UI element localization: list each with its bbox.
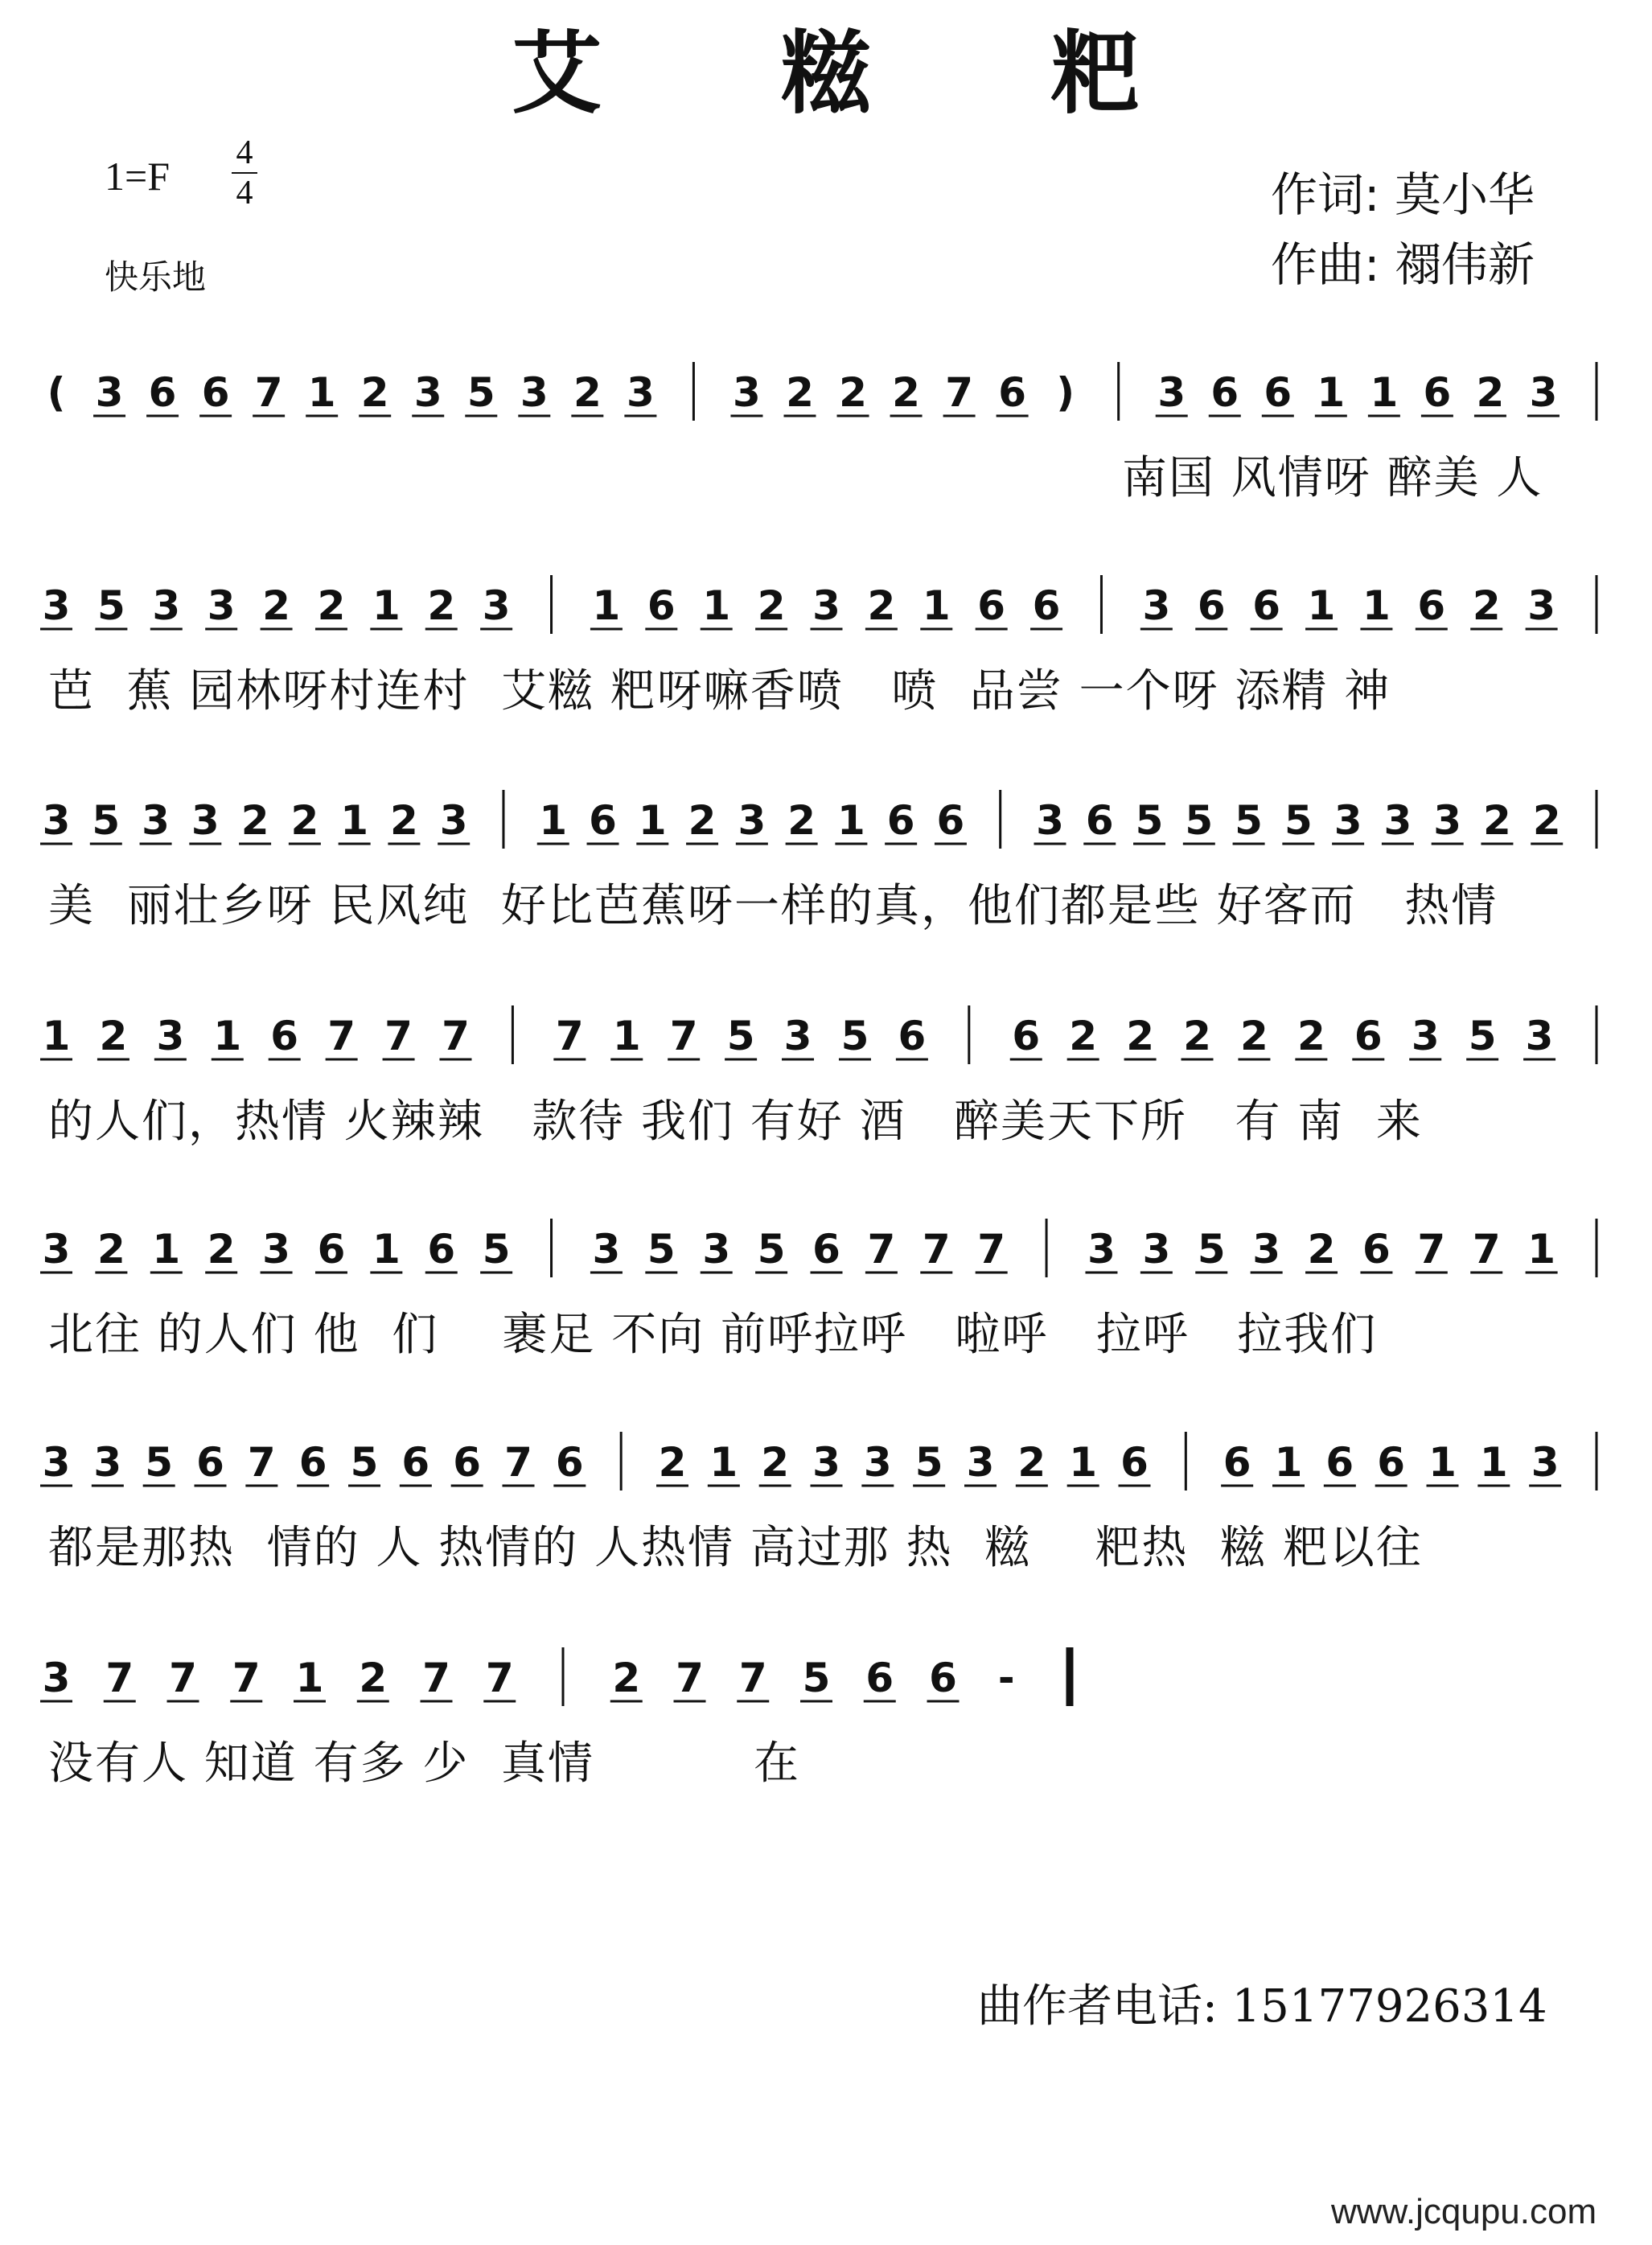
note: 2: [839, 369, 867, 416]
note: 7: [1472, 1226, 1501, 1273]
note: 3: [207, 582, 236, 629]
note: 2: [757, 582, 786, 629]
note: 1: [372, 1226, 401, 1273]
note: 2: [1240, 1013, 1268, 1059]
lyric-line-6: 都是那热 情的 人 热情的 人热情 高过那 热 糍 粑热 糍 粑以往: [48, 1522, 1423, 1574]
note: 1: [1069, 1439, 1098, 1486]
note: 5: [145, 1439, 174, 1486]
note: 1: [836, 797, 865, 844]
note: 1: [1307, 582, 1336, 629]
note: 1: [702, 582, 731, 629]
note: 7: [422, 1655, 450, 1701]
note: 6: [317, 1226, 346, 1273]
note: 6: [977, 582, 1006, 629]
note: 3: [42, 1439, 71, 1486]
notation-symbol: (: [47, 369, 66, 416]
note: 2: [207, 1226, 236, 1273]
note: 6: [270, 1013, 299, 1059]
note: 1: [42, 1013, 71, 1059]
lyric-line-5: 北往 的人们 他 们 裹足 不向 前呼拉呼 啦呼 拉呼 拉我们: [48, 1309, 1378, 1361]
note: 3: [1529, 369, 1558, 416]
note: 6: [998, 369, 1027, 416]
note: 3: [413, 369, 442, 416]
note: 3: [783, 1013, 812, 1059]
note: 3: [42, 1226, 71, 1273]
note: 2: [1472, 582, 1501, 629]
note: 2: [97, 1226, 125, 1273]
note: 2: [290, 797, 319, 844]
note: 2: [612, 1655, 641, 1701]
note: 6: [555, 1439, 584, 1486]
note: 2: [787, 797, 816, 844]
website-watermark: www.jcqupu.com: [1331, 2192, 1597, 2231]
note: 3: [152, 582, 181, 629]
note: 5: [647, 1226, 676, 1273]
note: 3: [1036, 797, 1064, 844]
note: 2: [573, 369, 602, 416]
notation-symbol: -: [997, 1655, 1015, 1701]
note: 6: [201, 369, 230, 416]
note: 3: [520, 369, 549, 416]
note: 6: [1252, 582, 1281, 629]
note: 1: [612, 1013, 641, 1059]
note: 6: [936, 797, 965, 844]
note: 5: [97, 582, 125, 629]
note: 5: [757, 1226, 786, 1273]
note: 2: [688, 797, 717, 844]
note: 2: [1069, 1013, 1098, 1059]
note: 2: [1476, 369, 1505, 416]
note: 6: [1362, 1226, 1391, 1273]
note: 3: [1433, 797, 1462, 844]
note: 7: [738, 1655, 767, 1701]
note: 6: [1085, 797, 1114, 844]
note: 3: [1411, 1013, 1440, 1059]
note: 7: [867, 1226, 896, 1273]
note: 6: [148, 369, 177, 416]
note: 2: [317, 582, 346, 629]
note: 5: [914, 1439, 943, 1486]
note: 1: [340, 797, 369, 844]
note: 2: [240, 797, 269, 844]
note: 1: [1428, 1439, 1457, 1486]
note: 5: [482, 1226, 511, 1273]
note: 2: [658, 1439, 687, 1486]
note: 2: [359, 1655, 388, 1701]
note: 3: [95, 369, 124, 416]
lyric-line-7: 没有人 知道 有多 少 真情 在: [48, 1737, 801, 1790]
note: 7: [669, 1013, 698, 1059]
song-title: 艾 糍 粑: [512, 22, 1214, 126]
note: 6: [298, 1439, 327, 1486]
note: 3: [1157, 369, 1186, 416]
note: 5: [1235, 797, 1263, 844]
note: 1: [922, 582, 951, 629]
note: 5: [1135, 797, 1164, 844]
note: 3: [1383, 797, 1412, 844]
note: 7: [504, 1439, 532, 1486]
note: 5: [840, 1013, 869, 1059]
note: 1: [1362, 582, 1391, 629]
note: 2: [786, 369, 814, 416]
note: 3: [1527, 582, 1556, 629]
note: 3: [1087, 1226, 1116, 1273]
note: 6: [1210, 369, 1239, 416]
note: 3: [156, 1013, 185, 1059]
note: 6: [453, 1439, 482, 1486]
note: 3: [738, 797, 766, 844]
note: 1: [539, 797, 568, 844]
note: 6: [886, 797, 915, 844]
note: 1: [1274, 1439, 1303, 1486]
note: 3: [142, 797, 170, 844]
note: 5: [466, 369, 495, 416]
note: 7: [247, 1439, 276, 1486]
note: 3: [93, 1439, 122, 1486]
note: 5: [802, 1655, 831, 1701]
note: 3: [1525, 1013, 1554, 1059]
note: 6: [1377, 1439, 1406, 1486]
note: 2: [262, 582, 290, 629]
note: 7: [1417, 1226, 1446, 1273]
note: 5: [1468, 1013, 1497, 1059]
note: 3: [1334, 797, 1362, 844]
note: 2: [1483, 797, 1511, 844]
note: 3: [966, 1439, 995, 1486]
note: 6: [401, 1439, 430, 1486]
note: 3: [42, 1655, 71, 1701]
note: 1: [152, 1226, 181, 1273]
note: 3: [812, 582, 840, 629]
note: 6: [196, 1439, 224, 1486]
note: 2: [427, 582, 456, 629]
note: 3: [42, 797, 71, 844]
note: 5: [1197, 1226, 1226, 1273]
note: 5: [350, 1439, 379, 1486]
note: 1: [709, 1439, 738, 1486]
lyric-line-4: 的人们，热情 火辣辣 款待 我们 有好 酒 醉美天下所 有 南 来: [48, 1096, 1423, 1148]
note: 6: [1264, 369, 1292, 416]
note: 2: [867, 582, 896, 629]
note: 6: [865, 1655, 894, 1701]
note: 7: [442, 1013, 470, 1059]
note: 6: [647, 582, 676, 629]
note: 2: [99, 1013, 128, 1059]
note: 3: [592, 1226, 621, 1273]
note: 6: [1120, 1439, 1149, 1486]
note: 1: [1479, 1439, 1508, 1486]
key-signature: 1=F: [105, 154, 171, 199]
note: 2: [360, 369, 389, 416]
note: 7: [232, 1655, 261, 1701]
notation-symbol: ): [1056, 369, 1075, 416]
note: 3: [812, 1439, 840, 1486]
note: 7: [384, 1013, 413, 1059]
note: 1: [307, 369, 336, 416]
note: 5: [92, 797, 121, 844]
note: 3: [482, 582, 511, 629]
note: 1: [638, 797, 667, 844]
note: 6: [1417, 582, 1446, 629]
note: 7: [676, 1655, 704, 1701]
note: 3: [863, 1439, 892, 1486]
note: 1: [372, 582, 401, 629]
note: 7: [922, 1226, 951, 1273]
note: 2: [1297, 1013, 1325, 1059]
note: 3: [191, 797, 220, 844]
note: 1: [295, 1655, 324, 1701]
note: 6: [1325, 1439, 1354, 1486]
note: 3: [1142, 582, 1171, 629]
note: 1: [213, 1013, 242, 1059]
note: 7: [327, 1013, 356, 1059]
note: 6: [589, 797, 617, 844]
note: 7: [169, 1655, 197, 1701]
note: 6: [929, 1655, 957, 1701]
note: 2: [390, 797, 418, 844]
note: 3: [1142, 1226, 1171, 1273]
note: 6: [898, 1013, 927, 1059]
note: 3: [626, 369, 655, 416]
note: 3: [439, 797, 468, 844]
note: 6: [1197, 582, 1226, 629]
note: 7: [945, 369, 973, 416]
note: 3: [1252, 1226, 1281, 1273]
note: 7: [485, 1655, 514, 1701]
note: 2: [1307, 1226, 1336, 1273]
note: 6: [812, 1226, 840, 1273]
note: 6: [427, 1226, 456, 1273]
note: 3: [42, 582, 71, 629]
note: 6: [1012, 1013, 1041, 1059]
note: 1: [1370, 369, 1399, 416]
tempo-marking: 快乐地: [105, 257, 207, 297]
time-signature-bottom: 4: [236, 175, 253, 212]
note: 3: [262, 1226, 290, 1273]
note: 7: [555, 1013, 584, 1059]
lyric-line-1: 南国 风情呀 醉美 人: [1122, 452, 1543, 504]
note: 1: [592, 582, 621, 629]
note: 3: [733, 369, 761, 416]
note: 2: [1532, 797, 1561, 844]
note: 6: [1223, 1439, 1251, 1486]
time-signature-top: 4: [236, 134, 253, 171]
lyricist-credit: 作词: 莫小华: [1271, 167, 1535, 222]
note: 1: [1527, 1226, 1556, 1273]
note: 5: [1185, 797, 1214, 844]
note: 6: [1354, 1013, 1383, 1059]
note: 2: [1017, 1439, 1046, 1486]
note: 1: [1317, 369, 1346, 416]
note: 2: [892, 369, 920, 416]
note: 6: [1423, 369, 1452, 416]
note: 7: [977, 1226, 1006, 1273]
note: 3: [702, 1226, 731, 1273]
note: 5: [726, 1013, 755, 1059]
note: 5: [1284, 797, 1313, 844]
composer-credit: 作曲: 禤伟新: [1271, 237, 1535, 292]
note: 7: [254, 369, 283, 416]
note: 3: [1531, 1439, 1560, 1486]
note: 2: [761, 1439, 790, 1486]
composer-phone: 曲作者电话: 15177926314: [977, 1980, 1547, 2033]
note: 2: [1183, 1013, 1211, 1059]
lyric-line-3: 美 丽壮乡呀 民风纯 好比芭蕉呀一样的真，他们都是些 好客而 热情: [48, 880, 1498, 932]
note: 6: [1032, 582, 1061, 629]
note: 7: [105, 1655, 134, 1701]
note: 2: [1126, 1013, 1154, 1059]
lyric-line-2: 芭 蕉 园林呀村连村 艾糍 粑呀嘛香喷 喷 品尝 一个呀 添精 神: [48, 665, 1391, 717]
